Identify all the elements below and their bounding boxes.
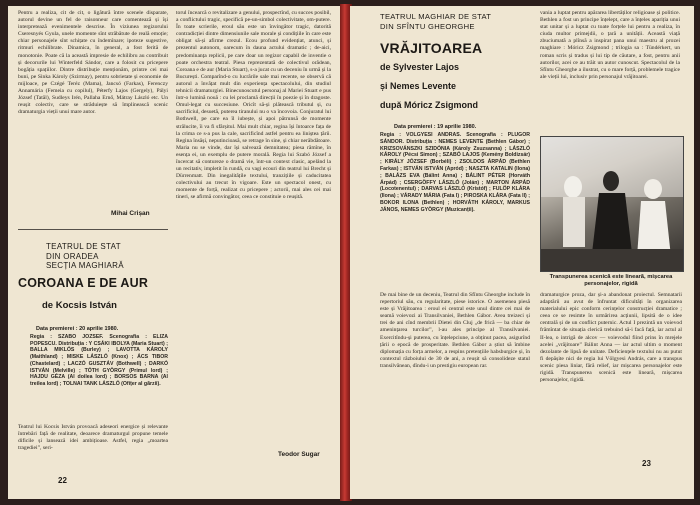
left-credits: Regia : SZABÓ JÓZSEF. Scenografia : ELIZA POPESCU. Distribuția : Y CSÁKI IBOLYA (Maria Stuart) ; BALLA MIKLÓS (Burley) ; LAVOTTA KÁROLY (Maithland) ; MISKE LÁSZLÓ (Knox) ; ÁCS TIBOR (Chastelard) ; LACZÓ GUSZTÁV (Bothwell) ; DARKÓ ISTVÁN (Melville) ; TÓTH GYÖRGY (Primul lord) ; HAJDU GÉZA (Al doilea lord) ; BORSOS BARNA (Al treilea lord) ; TOLNAI TANK LÁSZLÓ (Ofițer al gărzii). [30,334,168,387]
left-divider [18,229,168,230]
left-bottom-text: Teatrul lui Kocsis István provoacă adeseori energice și relevante întrebări față de realitate, deoarece dramaturgul propune temele dificile și lansează idei ambițioase. Astfel, regia „moartea tragediei”, seri- [18,424,168,452]
right-byline-2: și Nemes Levente [380,81,457,91]
stage-photo-figures [541,137,683,271]
right-page-number: 23 [642,459,651,468]
right-bottom-col1-text: De mai bine de un deceniu, Teatrul din Sfîntu Gheorghe include în repertoriul său, cu regularitate, piese istorice. O asemenea piesă este și Vrăjitoarea : eroul ei central este unul dintre cei mai de seamă voievozi ai Transilvaniei, Bethlen Gábor. Avea treizeci și trei de ani cînd membrii Dietei din Cluj „de frică — ba chiar de amenințarea turcilor”, l-au ales principe al Transilvaniei. Exercitîndu-și puterea, cu înțelepciune, a obținut pacea, asigurînd țării o epocă de prosperitate. Bethlen Gábor a știut să îmbine diplomația cu forța armelor, a respins pretențiile habsburgice și, în contextul războiului de 30 de ani, a reușit să consolideze statul transilvănean, dîndu-i un prestigiu european rar. [380,292,530,369]
right-col2-top-text: vania a luptat pentru apărarea libertăților religioase și politice. Bethlen a fost un principe înțelept, care a înțeles apariția unui stat unitar și a luptat cu toate forțele lui pentru a realiza, în ciuda multor primejdii, o țară a unității. Această viață zbuciumată a plînsă a inspirat pana unui maestru al prozei maghiare : Móricz Zsigmond ; trilogia sa : Tündérkert, un roman scris și tradus și lui tip de căutare, a fost, pentru anii autorilor, acei ce au trăit un autor cunoscut. Spectacolul de la Sfîntu Gheorghe a ilustrat, cu o mare forță, problemele tragice ale vieții lui, inclusiv prin personajul vrăjitoarei. [540,10,680,80]
right-bottom-col2-text: dramaturgice proza, dar și-a abandonat proiectul. Semnatarii adaptării au avut de înfruntat dificultăți în organizarea materialului epic conform cerințelor construcției dramatice ; ceea ce se resimte în urmărirea acțiunii, lipsită de o idee centrală și de un conflict puternic. Actul I prezintă un voievod frămîntat de situația clerică trebuind să-i facă față, iar actul al II-lea, o intrigă de alcov — voievodul fiind prins în mrejele acelei „vrăjitoare” Bálint Anna — iar actul ultim o moment dezolante de lipsă de unitate. Deficiențele textului nu au putut fi depășite nici de regia lui Völgyesi András, care a transpus scenic piesa liniar, fără relief, iar mișcarea personajelor este rigidă. Transpunerea scenică este lineară, mișcarea personajelor, rigidă. [540,292,682,384]
right-play-title: VRĂJITOAREA [380,40,483,56]
right-section-header: TEATRUL MAGHIAR DE STAT DIN SFÎNTU GHEORGHE [380,12,492,31]
signature-mihai-crisan: Mihai Crișan [111,210,150,217]
right-credits: Regia : VÖLGYESI ANDRÁS. Scenografia : PLUGOR SÁNDOR. Distribuția : NEMES LEVENTE (Bethlen Gábor) ; KRIZSOVÁNSZKI SZIDÓNIA (Károly Zsuzsanna) ; LÁSZLÓ KÁROLY (Pécsi Simon) ; SZABÓ LAJOS (Kemény Boldizsár) ; KIRÁLY JÓZSEF (Borbéli) ; ZSOLDOS ÁRPÁD (Bethlen Farkas) ; ISTVÁN ISTVÁN (Apród) ; NASZTA KATALIN (Ilona) ; BALÁZS EVA (Bálint Anna) ; BÁLINT PÉTER (Horváth Árpád) ; CSERGÖFFY LÁSZLÓ (Jolán) ; MARTON ÁRPÁD (Locotenentul) ; DARVAS LÁSZLÓ (Kristóf) ; FULÖP KLÁRA (Ilona) ; VÁRADY MÁRIA (Fata I) ; PIROSKA KLÁRA (Fata II) ; BOKOR ILONA (Bethlen) ; HORVÁTH KÁROLY, MARKUS JÁNOS, NEMES GYÖRGY (Muzicanții). [380,132,530,213]
right-byline-3: după Móricz Zsigmond [380,100,478,110]
left-page [8,6,343,499]
left-play-title: COROANA E DE AUR [18,276,149,290]
left-col2-text: torul încearcă o revitalizare a genului, prospectînd, cu succes posibil, a conflictului tragic, specifică pe-un-simbol colectivitate, om-putere. În toate scrierile, eroul său este un învingător tragic, datorită contradicției dintre dimensiunile sale morale și condițiile în care este obligat să-și afirme crezul. Ecou profund evidențiat, atunci, și prezentul autonom, oarecum în dauna actului dramatic ; de-aici, predominanța replicii, pe care doar un regizor capabil de inventie o poate orchestra teatral. Piesa reprezentată de colectivul orădean, Coroana e de aur (Maria Stuart), s-a jucat cu un deceniu în urmă și la București. Comparînd-o cu lucrările sale mai recente, se observă că autorul a învățat mult din experiența spectacolului, din studiul tehnicii dramaturgiei. Binecunoscutul personaj al Mariei Stuart e pus într-o lumină nouă : cu lei proclamă direcții în poezie și în dragoste. Omul-legat cu succesiune. Oricît să-și plătească tributul și, cu sacrificiul, desuetă, puterea tiranului nu o va încovoia. Conjuratul lui Bothwell, pe care ea îl iubește, și apoi pătrunsă de momente strălucite, îi va fi sfârșitul. Mai mult chiar, regina își întoarce fața de la crima ce s-a pus la cale, sacrificînd astfel pentru ea liniștea țării. Regina însăși, neputincioasă, se retrage în sine, și chiar nerăbdătoare. Maria nu se vinde, dar își salvează demnitatea; piesa rămîne, în esența ei, un exemplu de putere morală. Regia lui Szabó József a încercat să contureze o dramă vie, într-un context clasic, apelând la un recitativ, impletit în rundă, cu vagi ecouri din teatrul lui Brecht și Dürrenmatt. Din inegalitățile textului, tranzițiile și caducitatea colectivului au trecut în vigoare. Este un spectacol onest, cu momente de forță, realizat cu pricepere ; actorii, mai ales cei mai tineri, se afirmă convingător, ceea ce constituie o reușită. [176,10,331,201]
left-byline: de Kocsis István [42,300,117,311]
left-premiere-date: Data premierei : 20 aprilie 1980. [36,326,119,332]
right-premiere-date: Data premierei : 19 aprilie 1980. [394,124,477,130]
stage-photo [540,136,684,272]
right-byline-1: de Sylvester Lajos [380,62,460,72]
left-page-number: 22 [58,476,67,485]
left-section-header: TEATRUL DE STAT DIN ORADEA SECȚIA MAGHIARĂ [46,242,124,270]
right-page [350,6,694,499]
left-col1-top-text: Pentru a realiza, cit de cit, o ligătură între scenele disparate, autorul devine un fel de raisonneur care comentează și își interpretează evenimentele descrise. În viziunea regizorului Cseresnyés Gyula, unele momente sînt străbătute de reală emoție; chiar personajele sînt schițate cu îndemînare; ipoteze sugestive, ritmuri echilibrate. Dinamica, în general, a fost ferită de monotonie. Poate că la această impresie de echilibru au contribuit și decorurile lui Winterfeld Sándor, care a folosit cu pricepere bogăția spațiilor. Dintre distribuție menționăm, printre cei mai buni, pe Sinka Károly (Szirmay), pentru sobrietate și economie de mijloace, pe Czégé Teréz (Mama), Jancsó (Farkas), Ferenczy Annamária (Femeia cu copilul), Péterfy Lajos (Gergely), Pályi József (Tatăl), Sudleys Irén, Pallaha Ernő, Mátray László etc. Un reușit colectiv, care se străduiește să împlinească scenic dramaturgia vieții unui mare autor. [18,10,168,116]
signature-teodor-sugar: Teodor Sugar [278,451,320,458]
photo-caption: Transpunerea scenică este lineară, mișcarea personajelor, rigidă [549,274,673,287]
